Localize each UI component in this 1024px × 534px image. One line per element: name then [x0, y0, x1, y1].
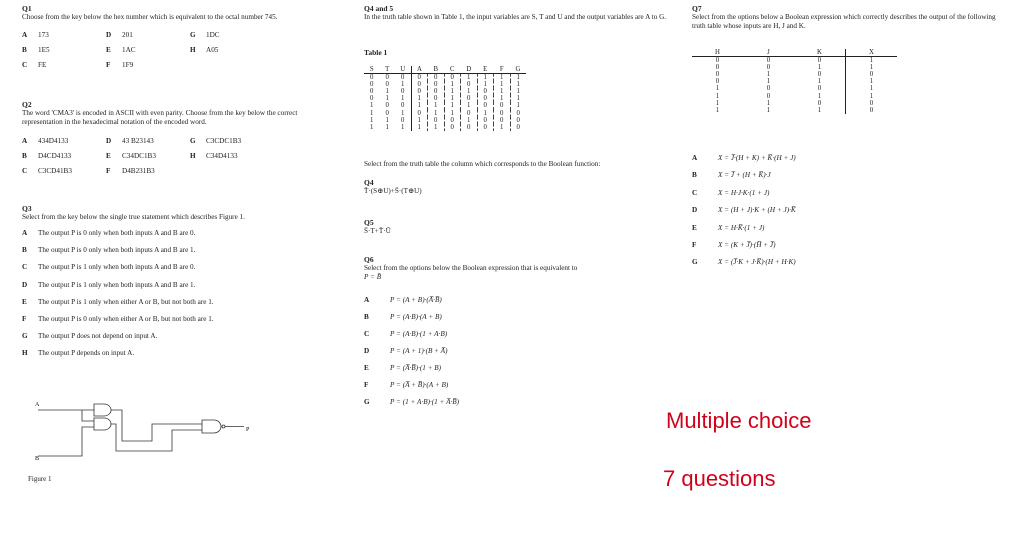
table-cell: 1	[461, 88, 478, 95]
table-row	[364, 117, 526, 124]
table-cell: 1	[869, 57, 874, 65]
answer-option[interactable]	[22, 349, 134, 358]
answer-key: B	[22, 246, 27, 255]
table-cell: 1	[370, 102, 374, 110]
answer-text: P = (A·B)·(1 + A·B)	[390, 330, 448, 338]
table-cell: 0	[461, 95, 478, 102]
answer-key: D	[106, 31, 112, 39]
table-cell: 1	[370, 109, 374, 117]
answer-option[interactable]	[22, 152, 71, 161]
table-cell: 1	[411, 102, 428, 109]
answer-key: A	[22, 31, 28, 39]
answer-key: G	[692, 258, 698, 267]
table-cell: 1	[461, 117, 478, 124]
answer-key: F	[106, 61, 111, 69]
answer-text: 43 B23143	[122, 137, 154, 145]
table-cell: 0	[477, 88, 494, 95]
answer-key: C	[364, 330, 370, 338]
table-cell: 0	[395, 117, 411, 124]
table-cell: 1	[411, 95, 428, 102]
table-cell: 0	[477, 95, 494, 102]
answer-text: P = (1 + A·B)·(1 + A̅·B̅)	[390, 398, 460, 406]
answer-text: P = (A + 1)·(B + A̅)	[390, 347, 448, 355]
answer-option[interactable]	[106, 46, 136, 55]
table-cell: 1	[428, 124, 445, 131]
table-cell: 0	[370, 74, 374, 82]
table-header-cell: E	[477, 66, 494, 74]
table-cell: 1	[395, 81, 411, 88]
answer-option[interactable]	[364, 398, 459, 407]
q7-title: Q7	[692, 4, 702, 13]
answer-key: G	[22, 332, 28, 341]
answer-key: A	[22, 137, 28, 145]
table-1-title: Table 1	[364, 48, 388, 57]
figure-input-b-label: B	[35, 456, 40, 462]
answer-option[interactable]	[364, 296, 442, 305]
table-header-cell: B	[428, 66, 445, 74]
table-cell: 0	[794, 57, 846, 65]
table-cell: 1	[428, 102, 445, 109]
answer-key: E	[364, 364, 369, 372]
q1-block	[22, 4, 332, 69]
table-cell: 1	[477, 74, 494, 82]
table-cell: 1	[395, 124, 411, 131]
answer-option[interactable]	[692, 258, 796, 267]
answer-key: F	[106, 167, 111, 175]
answer-text: X = (K + J̅)·(H̅ + J̅)	[718, 241, 776, 249]
answer-option[interactable]	[106, 167, 155, 176]
table-cell: 1	[794, 64, 846, 71]
q2-block	[22, 100, 332, 175]
answer-key: C	[22, 167, 28, 175]
table-cell: 1	[516, 95, 520, 103]
answer-text: D4B231B3	[122, 167, 155, 175]
table-cell: 0	[477, 117, 494, 124]
answer-text: The output P is 0 only when both inputs A and B are 1.	[38, 246, 196, 255]
answer-option[interactable]	[106, 152, 156, 161]
table-cell: 0	[766, 92, 771, 100]
table-cell: 1	[494, 88, 511, 95]
table-cell: 0	[411, 74, 428, 82]
table-cell: 0	[516, 109, 520, 117]
table-header-cell: A	[411, 66, 428, 74]
table-cell: 1	[444, 88, 461, 95]
answer-option[interactable]	[364, 330, 447, 339]
table-cell: 0	[411, 81, 428, 88]
table-row	[364, 74, 526, 82]
table-row	[692, 107, 897, 114]
table-cell: 1	[766, 106, 771, 114]
table-cell: 1	[715, 106, 720, 114]
table-cell: 1	[494, 81, 511, 88]
inverter-bubble-icon	[222, 425, 225, 428]
answer-text: C3CD41B3	[38, 167, 72, 175]
answer-text: 1E5	[38, 46, 50, 54]
table-cell: 1	[794, 107, 846, 114]
answer-option[interactable]	[364, 347, 447, 356]
answer-option[interactable]	[364, 381, 448, 390]
answer-text: The output P is 0 only when either A or B, but not both are 1.	[38, 315, 214, 323]
table-cell: 0	[428, 74, 445, 82]
table-cell: 0	[715, 57, 720, 65]
table-cell: 1	[370, 116, 374, 124]
table-cell: 1	[494, 95, 511, 102]
answer-text: 1AC	[122, 46, 136, 54]
table-cell: 1	[385, 116, 389, 124]
answer-option[interactable]	[22, 61, 46, 70]
table-cell: 0	[411, 110, 428, 117]
answer-key: D	[364, 347, 370, 355]
table-cell: 1	[766, 71, 771, 79]
answer-option[interactable]	[190, 46, 218, 55]
answer-key: G	[190, 137, 196, 145]
answer-option[interactable]	[22, 167, 72, 176]
table-cell: 0	[869, 106, 874, 114]
table-row	[692, 93, 897, 100]
answer-key: H	[22, 349, 28, 358]
table-row	[364, 124, 526, 131]
table-cell: 1	[411, 124, 428, 131]
answer-text: The output P is 1 only when both inputs A and B are 1.	[38, 280, 196, 289]
table-cell: 0	[477, 102, 494, 109]
answer-text: P = (A̅ + B̅)·(A + B)	[390, 381, 449, 389]
q3-title: Q3	[22, 204, 32, 213]
table-1	[364, 66, 526, 131]
answer-option[interactable]	[22, 332, 157, 341]
q1-title: Q1	[22, 4, 32, 13]
answer-text: The output P is 0 only when both inputs A and B are 0.	[38, 229, 196, 237]
table-row	[692, 85, 897, 92]
q2-title: Q2	[22, 100, 32, 109]
table-cell: 1	[385, 123, 389, 131]
table-row	[692, 64, 897, 71]
figure-output-label: P	[246, 427, 250, 433]
answer-text: X = H·J·K·(1 + J)	[718, 188, 770, 197]
table-cell: 1	[516, 102, 520, 110]
table-row	[692, 78, 897, 85]
table-header-cell: J	[743, 49, 794, 57]
table-header-cell: U	[395, 66, 411, 74]
table-cell: 1	[516, 74, 520, 82]
answer-key: D	[106, 137, 112, 145]
annotation-question-count: 7 questions	[663, 466, 776, 491]
table-cell: 0	[715, 71, 720, 79]
q6-expression: P = B̄	[364, 273, 382, 281]
table-cell: 1	[516, 81, 520, 89]
answer-text: FE	[38, 61, 47, 69]
answer-text: 434D4133	[38, 137, 69, 145]
table-cell: 1	[444, 110, 461, 117]
table-cell: 0	[370, 95, 374, 103]
table-row	[364, 95, 526, 102]
table-cell: 0	[494, 110, 511, 117]
table-row	[692, 100, 897, 107]
answer-option[interactable]	[692, 171, 771, 180]
answer-key: C	[692, 188, 698, 197]
answer-text: The output P depends on input A.	[38, 349, 135, 358]
table-cell: 1	[428, 110, 445, 117]
answer-key: G	[190, 31, 196, 39]
answer-option[interactable]	[22, 281, 195, 290]
table-cell: 1	[794, 93, 846, 100]
answer-option[interactable]	[692, 189, 769, 198]
answer-key: E	[106, 46, 111, 54]
table-cell: 0	[395, 102, 411, 109]
table-cell: 0	[715, 64, 720, 72]
table-cell: 0	[370, 88, 374, 96]
answer-option[interactable]	[364, 313, 442, 322]
table-header-cell: S	[364, 66, 380, 74]
table-cell: 1	[766, 78, 771, 86]
table-cell: 0	[461, 110, 478, 117]
answer-text: C34D4133	[206, 152, 238, 160]
table-cell: 1	[516, 88, 520, 96]
q45-title: Q4 and 5	[364, 4, 394, 13]
answer-key: A	[364, 296, 370, 304]
table-cell: 0	[428, 88, 445, 95]
table-cell: 0	[444, 117, 461, 124]
table-cell: 1	[715, 99, 720, 107]
table-header-cell: H	[692, 49, 743, 57]
table-cell: 1	[444, 95, 461, 102]
answer-option[interactable]	[106, 137, 154, 146]
table-cell: 0	[516, 116, 520, 124]
answer-key: D	[22, 280, 28, 289]
table-cell: 0	[461, 81, 478, 88]
table-cell: 0	[494, 117, 511, 124]
answer-text: The output P is 1 only when both inputs A and B are 0.	[38, 263, 196, 272]
answer-key: A	[22, 229, 28, 237]
table-header-cell: K	[794, 49, 846, 57]
answer-key: D	[692, 206, 698, 215]
q7-block	[692, 4, 1002, 31]
table-cell: 1	[869, 78, 874, 86]
answer-key: B	[22, 46, 27, 54]
answer-text: 201	[122, 31, 133, 39]
table-cell: 1	[461, 74, 478, 82]
table-cell: 0	[428, 81, 445, 88]
answer-key: H	[190, 46, 196, 54]
answer-text: X = J̅ + (H + K̅)·J	[718, 171, 771, 180]
table-cell: 0	[385, 81, 389, 89]
answer-option[interactable]	[190, 152, 238, 161]
q2-text: The word 'CMA3' is encoded in ASCII with even parity. Choose from the key below the correct representation in the hexadecimal notation of the encoded word.	[22, 109, 298, 126]
answer-key: F	[364, 381, 369, 389]
answer-text: X = H·K̅·(1 + J)	[718, 223, 765, 232]
answer-key: G	[364, 398, 370, 406]
table-cell: 0	[794, 85, 846, 92]
q4-expression: T̄·(S⊕U)+S̄·(T⊕U)	[364, 187, 422, 195]
table-cell: 1	[411, 117, 428, 124]
answer-option[interactable]	[106, 31, 133, 40]
table-cell: 0	[766, 57, 771, 65]
answer-option[interactable]	[22, 31, 49, 40]
table-cell: 0	[461, 124, 478, 131]
table-cell: 1	[477, 110, 494, 117]
table-cell: 1	[794, 78, 846, 85]
table-row	[364, 81, 526, 88]
answer-key: B	[22, 152, 27, 160]
q4-title: Q4	[364, 178, 374, 187]
table-cell: 1	[395, 110, 411, 117]
table-cell: 1	[494, 74, 511, 82]
table-cell: 0	[370, 81, 374, 89]
answer-key: C	[22, 263, 28, 272]
q6-text: Select from the options below the Boolean expression that is equivalent to	[364, 264, 578, 272]
q3-block	[22, 204, 332, 358]
table-row	[692, 57, 897, 65]
answer-text: C3CDC1B3	[206, 137, 242, 145]
answer-option[interactable]	[22, 229, 195, 238]
q3-text: Select from the key below the single true statement which describes Figure 1.	[22, 213, 245, 221]
table-cell: 0	[428, 117, 445, 124]
q1-text: Choose from the key below the hex number which is equivalent to the octal number 745.	[22, 13, 278, 21]
table-cell: 0	[444, 74, 461, 82]
table-cell: 1	[766, 99, 771, 107]
table-cell: 1	[715, 92, 720, 100]
answer-option[interactable]	[22, 137, 68, 146]
table-row	[364, 110, 526, 117]
table-cell: 0	[494, 102, 511, 109]
table-cell: 0	[385, 102, 389, 110]
q45-text: In the truth table shown in Table 1, the input variables are S, T and U and the output variables are A to G.	[364, 13, 667, 21]
table-row	[364, 102, 526, 109]
table-cell: 0	[766, 85, 771, 93]
answer-key: B	[692, 171, 697, 180]
answer-key: B	[364, 313, 369, 321]
gate-3-icon	[202, 420, 221, 433]
answer-key: E	[692, 223, 697, 232]
table-cell: 0	[428, 95, 445, 102]
answer-key: H	[190, 152, 196, 160]
table-cell: 1	[869, 92, 874, 100]
table-cell: 0	[794, 71, 846, 78]
table-cell: 1	[385, 95, 389, 103]
table-header-cell: T	[380, 66, 396, 74]
table-cell: 0	[411, 88, 428, 95]
answer-text: A05	[206, 46, 219, 54]
answer-option[interactable]	[692, 241, 775, 250]
table-cell: 0	[766, 64, 771, 72]
answer-text: X = (J̅·K + J·K̅)·(H + H·K)	[718, 258, 796, 267]
table-header-cell: G	[510, 66, 526, 74]
table-cell: 0	[715, 78, 720, 86]
table-cell: 1	[494, 124, 511, 131]
q7-text: Select from the options below a Boolean expression which correctly describes the output of the following truth table whose inputs are H, J and K.	[692, 13, 996, 30]
answer-key: E	[22, 297, 27, 306]
table-cell: 0	[444, 124, 461, 131]
figure-1-logic-circuit	[22, 396, 262, 486]
table-cell: 0	[516, 123, 520, 131]
gate-1-icon	[94, 404, 111, 416]
answer-option[interactable]	[692, 206, 796, 215]
answer-option[interactable]	[22, 263, 195, 272]
table-cell: 0	[385, 74, 389, 82]
table-cell: 1	[370, 123, 374, 131]
table-row	[692, 71, 897, 78]
q45-select-text: Select from the truth table the column which corresponds to the Boolean function:	[364, 160, 601, 168]
table-header-cell: D	[461, 66, 478, 74]
table-cell: 0	[477, 124, 494, 131]
answer-key: F	[692, 241, 697, 249]
gate-2-icon	[94, 418, 111, 430]
table-cell: 0	[869, 99, 874, 107]
table-cell: 1	[385, 88, 389, 96]
table-cell: 1	[715, 85, 720, 93]
table-cell: 0	[395, 74, 411, 82]
table-cell: 1	[477, 81, 494, 88]
q6-title: Q6	[364, 255, 374, 264]
answer-text: P = (A̅·B̅)·(1 + B)	[390, 364, 442, 372]
answer-option[interactable]	[364, 364, 441, 373]
answer-key: F	[22, 315, 27, 323]
answer-text: The output P is 1 only when either A or B, but not both are 1.	[38, 297, 214, 306]
q45-block	[364, 4, 669, 22]
figure-input-a-label: A	[35, 402, 40, 408]
q6-block	[364, 255, 669, 282]
answer-text: 1F9	[122, 61, 134, 69]
answer-option[interactable]	[22, 246, 195, 255]
table-cell: 1	[869, 85, 874, 93]
answer-text: X = (H + J)·K + (H + J)·K̅	[718, 206, 796, 215]
answer-option[interactable]	[190, 31, 220, 40]
table-row	[364, 88, 526, 95]
table-cell: 1	[395, 95, 411, 102]
answer-option[interactable]	[22, 315, 214, 324]
table-cell: 0	[385, 109, 389, 117]
answer-text: D4CD4133	[38, 152, 72, 160]
annotation-multiple-choice: Multiple choice	[666, 408, 812, 433]
table-cell: 1	[461, 102, 478, 109]
answer-text: X = J̅·(H + K) + K̅·(H + J)	[718, 154, 796, 162]
table-header-cell: X	[846, 49, 898, 57]
answer-option[interactable]	[692, 224, 764, 233]
answer-option[interactable]	[22, 46, 50, 55]
table-header-cell: C	[444, 66, 461, 74]
q7-truth-table	[692, 49, 897, 114]
answer-text: 1DC	[206, 31, 220, 39]
q5-title: Q5	[364, 218, 374, 227]
table-header-cell: F	[494, 66, 511, 74]
answer-text: C34DC1B3	[122, 152, 156, 160]
answer-text: P = (A·B)·(A + B)	[390, 313, 442, 321]
table-cell: 0	[395, 88, 411, 95]
answer-key: C	[22, 61, 28, 69]
table-cell: 1	[869, 64, 874, 72]
answer-option[interactable]	[106, 61, 133, 70]
figure-1-caption: Figure 1	[28, 475, 52, 483]
answer-text: The output P does not depend on input A.	[38, 332, 158, 341]
table-cell: 0	[794, 100, 846, 107]
table-cell: 1	[444, 81, 461, 88]
table-cell: 0	[869, 71, 874, 79]
answer-key: E	[106, 152, 111, 160]
answer-key: A	[692, 154, 698, 162]
table-cell: 1	[444, 102, 461, 109]
answer-option[interactable]	[692, 154, 796, 163]
answer-option[interactable]	[22, 298, 214, 307]
answer-option[interactable]	[190, 137, 241, 146]
q5-expression: S̄·T+T̄·Ū	[364, 227, 391, 235]
answer-text: P = (A + B)·(A̅·B̅)	[390, 296, 442, 304]
answer-text: 173	[38, 31, 49, 39]
